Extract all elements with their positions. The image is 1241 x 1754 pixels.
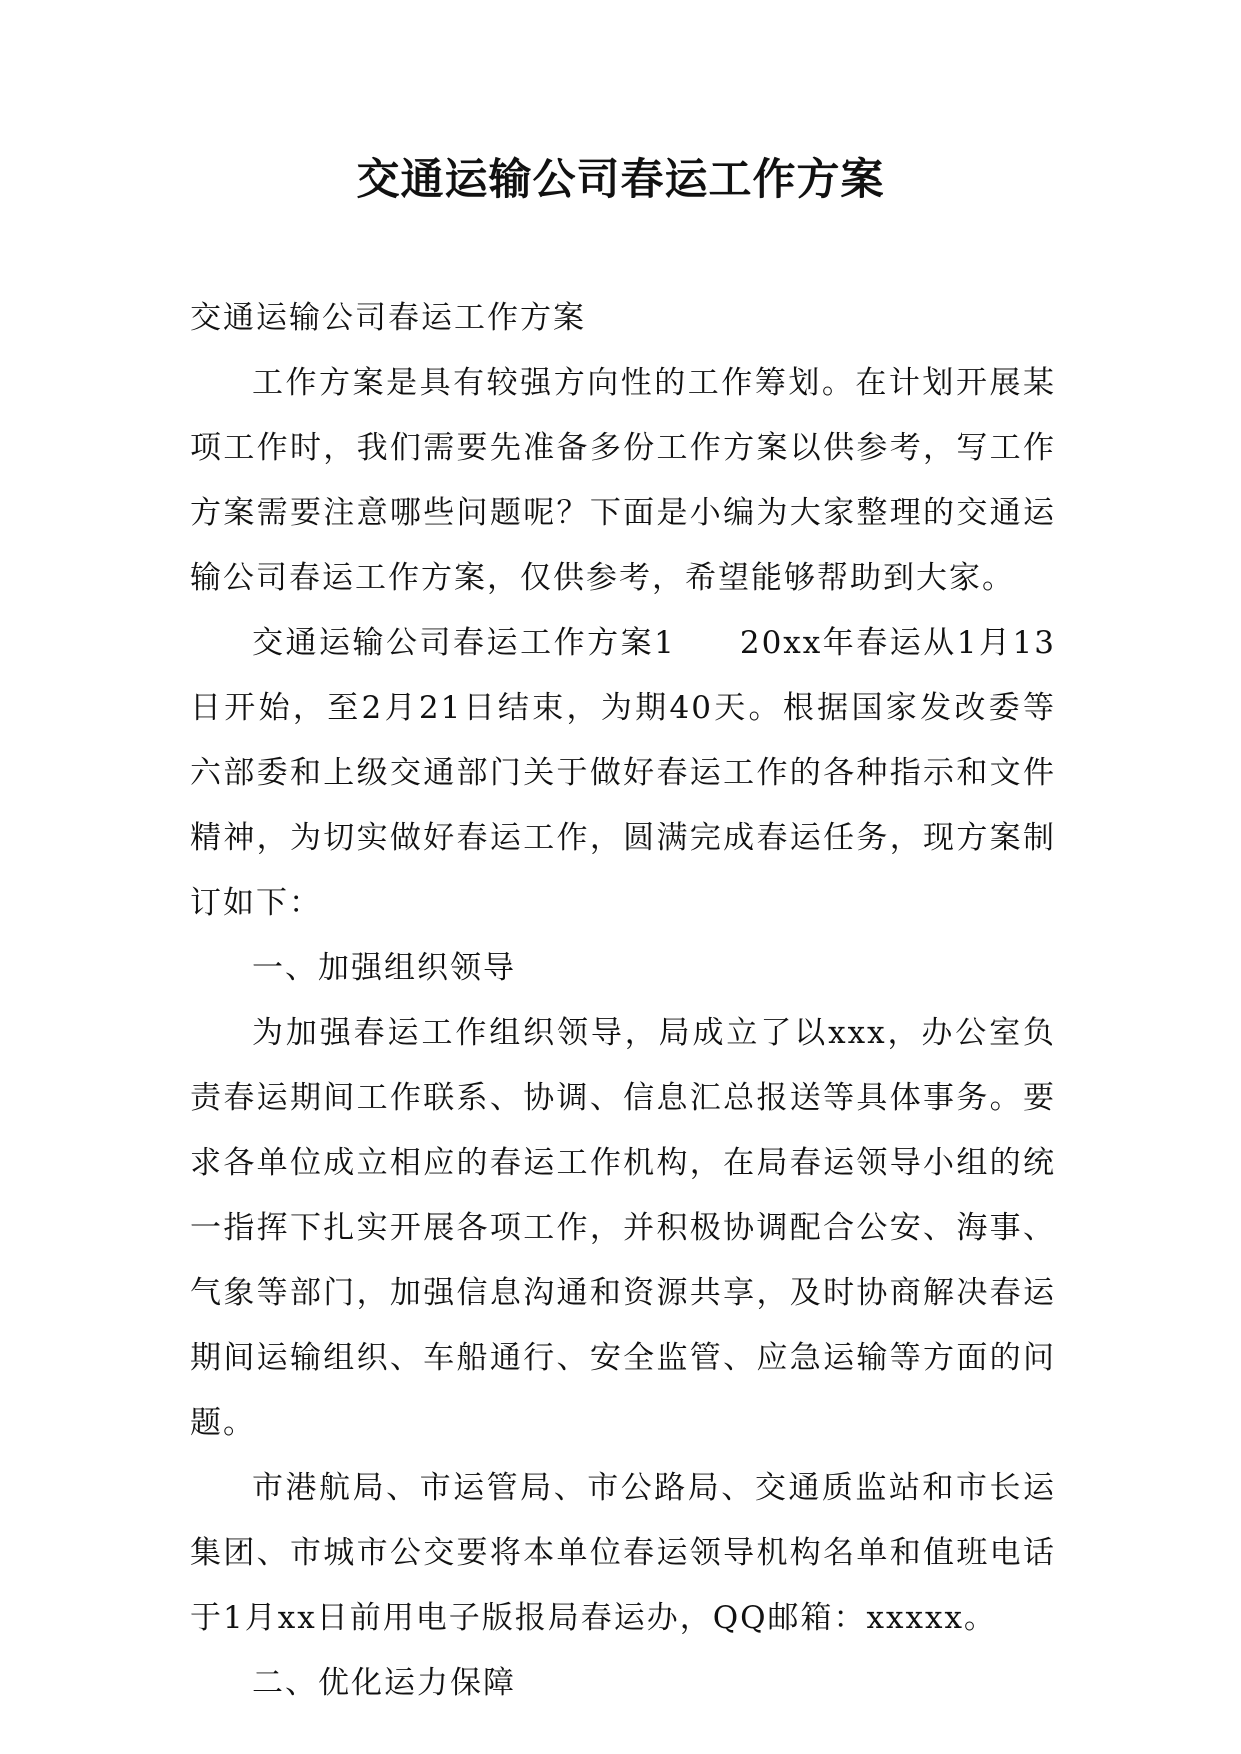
section1-title: 一、加强组织领导 — [252, 950, 516, 986]
plan1-intro: 20xx年春运从1月13日开始，至2月21日结束，为期40天。根据国家发改委等六部委和上级交通部门关于做好春运工作的各种指示和文件精神，为切实做好春运工作，圆满完成春运任务，现方案制订如下： — [190, 625, 1056, 921]
section1-paragraph-2: 市港航局、市运管局、市公路局、交通质监站和市长运集团、市城市公交要将本单位春运领导机构名单和值班电话于1月xx日前用电子版报局春运办，QQ邮箱：xxxxx。 — [190, 1470, 1056, 1636]
intro-paragraph: 工作方案是具有较强方向性的工作筹划。在计划开展某项工作时，我们需要先准备多份工作方案以供参考，写工作方案需要注意哪些问题呢？下面是小编为大家整理的交通运输公司春运工作方案，仅供参考，希望能够帮助到大家。 — [190, 365, 1056, 596]
plan1-heading: 交通运输公司春运工作方案1 — [252, 625, 676, 661]
section2-title: 二、优化运力保障 — [252, 1665, 516, 1701]
section1-paragraph-1: 为加强春运工作组织领导，局成立了以xxx，办公室负责春运期间工作联系、协调、信息汇总报送等具体事务。要求各单位成立相应的春运工作机构，在局春运领导小组的统一指挥下扎实开展各项工作，并积极协调配合公安、海事、气象等部门，加强信息沟通和资源共享，及时协商解决春运期间运输组织、车船通行、安全监管、应急运输等方面的问题。 — [190, 1015, 1056, 1441]
document-body — [190, 286, 1056, 1716]
plan1-paragraph — [190, 611, 1056, 936]
document-title: 交通运输公司春运工作方案 — [356, 155, 885, 205]
document-subtitle: 交通运输公司春运工作方案 — [190, 300, 586, 336]
